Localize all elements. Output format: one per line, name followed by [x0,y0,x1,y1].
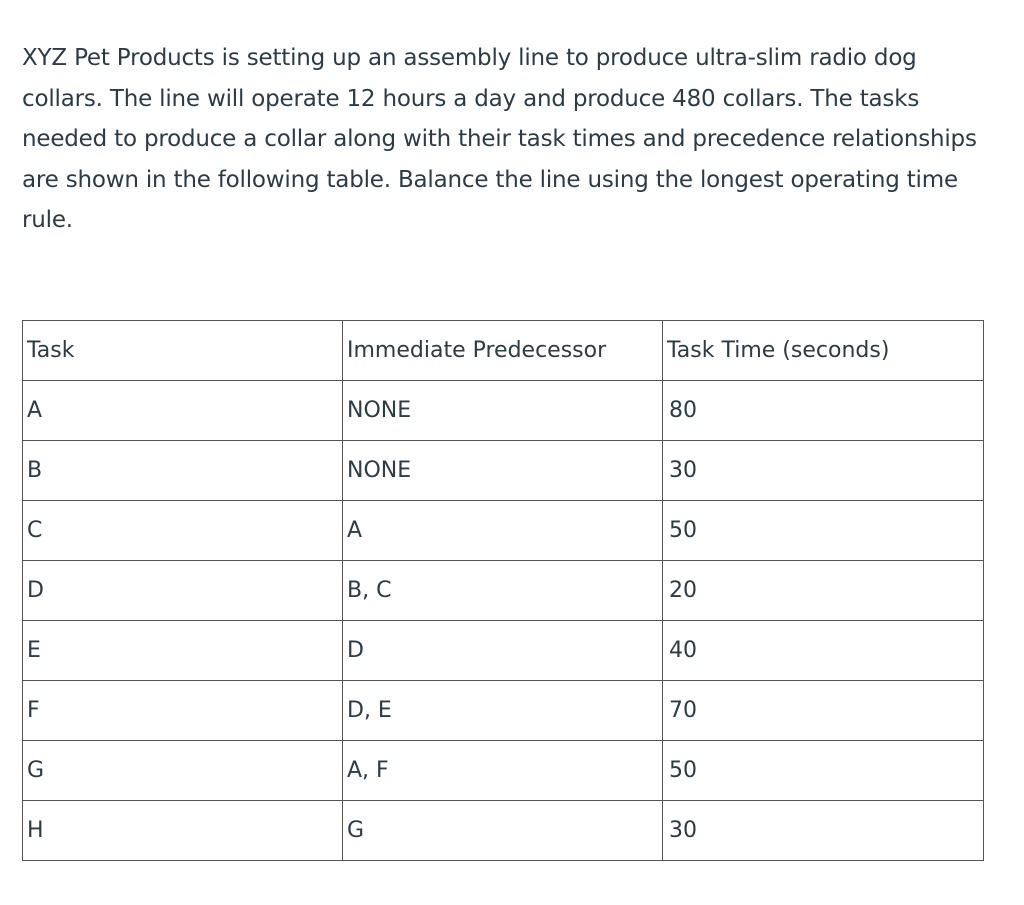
time-cell: 50 [663,501,984,561]
table-row [23,681,984,741]
table-row [23,501,984,561]
predecessor-cell: NONE [343,441,663,501]
predecessor-cell: D, E [343,681,663,741]
predecessor-cell: A, F [343,741,663,801]
time-cell: 80 [663,381,984,441]
table-header-row [23,321,984,381]
predecessor-cell: A [343,501,663,561]
task-cell: H [23,801,343,861]
task-cell: B [23,441,343,501]
table-row [23,621,984,681]
table-row [23,741,984,801]
time-cell: 30 [663,801,984,861]
table-row [23,801,984,861]
time-cell: 70 [663,681,984,741]
problem-statement: XYZ Pet Products is setting up an assembly line to produce ultra-slim radio dog collars. The line will operate 12 hours a day and produce 480 collars. The tasks needed to produce a collar along with their task times and precedence relationships are shown in the following table. Balance the line using the longest operating time rule. [22,45,977,233]
time-cell: 40 [663,621,984,681]
header-task-time: Task Time (seconds) [663,321,984,381]
table-row [23,561,984,621]
task-cell: A [23,381,343,441]
time-cell: 20 [663,561,984,621]
time-cell: 50 [663,741,984,801]
task-cell: C [23,501,343,561]
task-cell: E [23,621,343,681]
task-cell: F [23,681,343,741]
header-immediate-predecessor: Immediate Predecessor [343,321,663,381]
predecessor-cell: D [343,621,663,681]
predecessor-cell: B, C [343,561,663,621]
header-task: Task [23,321,343,381]
table-row [23,381,984,441]
predecessor-cell: G [343,801,663,861]
task-cell: D [23,561,343,621]
predecessor-cell: NONE [343,381,663,441]
time-cell: 30 [663,441,984,501]
table-row [23,441,984,501]
task-table [22,320,984,861]
task-cell: G [23,741,343,801]
